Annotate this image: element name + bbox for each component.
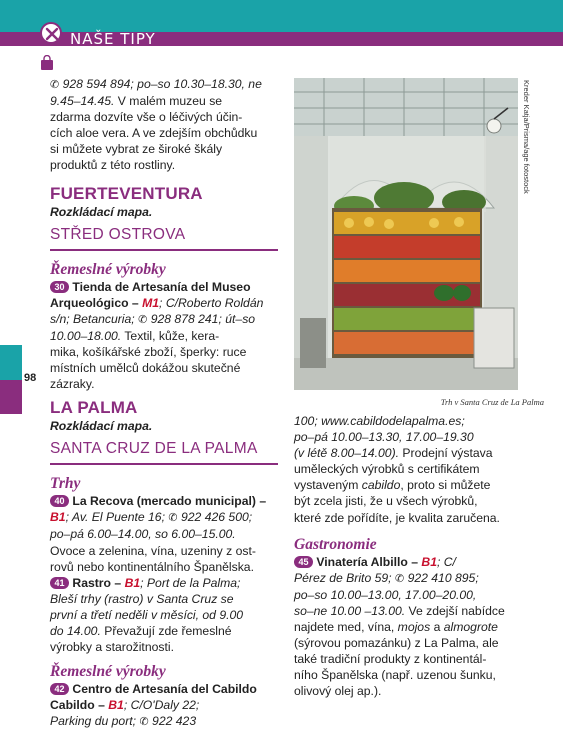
opening-hours: po–pá 6.00–14.00, so 6.00–15.00. xyxy=(50,527,236,542)
entry-text: Prodejní výstava xyxy=(399,446,493,461)
subheading-remeslne-vyrobky: Řemeslné výrobky xyxy=(50,663,166,681)
section-title-stred-ostrova: STŘED OSTROVA xyxy=(50,226,278,251)
entry-text: být zcela jisti, že u všech výrobků, xyxy=(294,494,478,509)
photo-credit xyxy=(521,80,533,220)
phone-icon: ✆ xyxy=(394,572,405,585)
entry-text: mika, košíkářské zboží, šperky: ruce xyxy=(50,344,247,359)
left-column xyxy=(50,76,278,730)
market-photo xyxy=(294,78,518,390)
venue-name-cont: Cabildo xyxy=(50,698,95,713)
entry-text: najdete med, vína, xyxy=(294,620,398,635)
intro-phone: 928 594 894; xyxy=(62,77,134,91)
dash: – xyxy=(255,494,267,509)
website: 100; www.cabildodelapalma.es; xyxy=(294,414,465,428)
intro-text-line: cích aloe vera. A ve zdejším obchůdku xyxy=(50,126,258,141)
subheading-trhy: Trhy xyxy=(50,475,81,493)
entry-text: místních umělců dokážou skutečné xyxy=(50,361,241,376)
entry-text: (sýrovou pomazánku) z La Palma, ale xyxy=(294,636,499,651)
entry-text: olivový olej ap.). xyxy=(294,684,382,699)
subheading-gastronomie: Gastronomie xyxy=(294,535,377,553)
page-number: 98 xyxy=(24,372,37,384)
opening-hours: po–pá 10.00–13.30, 17.00–19.30 xyxy=(294,430,474,445)
entry-text: výrobky a starožitnosti. xyxy=(50,640,174,655)
entry-text-italic: mojos xyxy=(397,620,431,635)
address: ; Port de la Palma; xyxy=(140,575,241,590)
number-badge: 42 xyxy=(50,683,69,695)
address: ; Av. El Puente 16; xyxy=(65,510,165,525)
region-subtitle: Rozkládací mapa. xyxy=(50,204,153,219)
entry-text-italic: Bleší trhy (rastro) v Santa Cruz se xyxy=(50,591,234,606)
opening-hours: po–so 10.00–13.00, 17.00–20.00, xyxy=(294,587,477,602)
entry-text: rovů nebo kontinentálního Španělska. xyxy=(50,559,254,574)
entry-text: uměleckých výrobků s certifikátem xyxy=(294,462,480,477)
number-badge: 45 xyxy=(294,556,313,568)
map-reference: M1 xyxy=(142,295,160,310)
entry-text-italic: do 14.00. xyxy=(50,623,101,638)
venue-name: Tienda de Artesanía del Museo Arqueológico xyxy=(50,279,251,310)
side-tab-teal xyxy=(0,345,22,380)
address: Parking du port; xyxy=(50,714,137,729)
opening-hours: út–so 10.00–18.00. xyxy=(50,311,256,343)
section-header-title: NAŠE TIPY xyxy=(70,30,156,48)
entry-text: které zde pořídíte, je kvalita zaručena. xyxy=(294,510,500,525)
phone-number: 922 426 500; xyxy=(180,510,253,525)
dash: – xyxy=(407,554,422,569)
entry-text-italic: almogrote xyxy=(443,620,498,635)
venue-name: Centro de Artesanía del Cabildo xyxy=(72,682,257,697)
phone-number: 928 878 241; xyxy=(150,311,222,326)
entry-text: Textil, kůže, kera- xyxy=(121,328,220,343)
entry-42-continued xyxy=(294,413,519,526)
opening-hours: (v létě 8.00–14.00). xyxy=(294,446,400,461)
photo-credit-text: Kreder Katja/Prisma/age fotostock xyxy=(522,80,531,194)
map-reference: B1 xyxy=(421,554,437,569)
subheading-remeslne-vyrobky: Řemeslné výrobky xyxy=(50,260,166,278)
entry-text: zázraky. xyxy=(50,377,95,392)
entry-text: Převažují zde řemeslné xyxy=(100,623,232,638)
header-bar xyxy=(0,0,563,32)
region-subtitle: Rozkládací mapa. xyxy=(50,419,153,434)
phone-number: 922 423 xyxy=(152,714,197,729)
entry-45 xyxy=(294,554,519,700)
section-title-santa-cruz: SANTA CRUZ DE LA PALMA xyxy=(50,440,278,465)
entry-41 xyxy=(50,575,278,655)
venue-name: Rastro xyxy=(72,575,111,590)
address: ; C/O'Daly 22; xyxy=(123,698,200,713)
right-column xyxy=(294,413,519,700)
dash: – xyxy=(111,575,125,590)
phone-number: 922 410 895; xyxy=(407,570,479,585)
entry-text: Ovoce a zelenina, vína, uzeniny z ost- xyxy=(50,543,256,558)
entry-text-italic: cabildo xyxy=(361,478,401,493)
address: ; C/Roberto Roldán s/n; Betancuria; xyxy=(50,295,264,326)
phone-icon: ✆ xyxy=(138,313,148,326)
side-tab-purple xyxy=(0,380,22,414)
map-reference: B1 xyxy=(124,575,141,590)
address: Pérez de Brito 59; xyxy=(294,570,392,585)
intro-text-line: si můžete vybrat ze široké škály xyxy=(50,142,223,157)
entry-text: vystaveným xyxy=(294,478,362,493)
dash: – xyxy=(94,698,109,713)
entry-text: a xyxy=(430,620,444,635)
entry-text: ního Španělska (např. uzenou šunku, xyxy=(294,668,496,683)
photo-caption: Trh v Santa Cruz de La Palma xyxy=(440,397,544,407)
phone-icon: ✆ xyxy=(168,512,178,525)
phone-icon: ✆ xyxy=(50,79,60,91)
entry-text: , proto si můžete xyxy=(400,478,491,493)
intro-text-line: V malém muzeu se xyxy=(117,94,223,109)
dash: – xyxy=(128,295,143,310)
region-title-fuerteventura: FUERTEVENTURA xyxy=(50,183,203,203)
shopping-bag-icon xyxy=(40,55,54,76)
region-title-la-palma: LA PALMA xyxy=(50,398,138,418)
phone-icon: ✆ xyxy=(139,716,149,729)
entry-42 xyxy=(50,681,278,730)
map-reference: B1 xyxy=(50,510,66,525)
entry-40 xyxy=(50,493,278,574)
intro-text-line: produktů z této rostliny. xyxy=(50,158,176,173)
entry-text: také tradiční produkty z kontinentál- xyxy=(294,652,487,667)
venue-name: Vinatería Albillo xyxy=(316,554,408,569)
number-badge: 40 xyxy=(50,495,69,507)
entry-30 xyxy=(50,279,278,393)
entry-text-italic: první a třetí neděli v měsíci, od 9.00 xyxy=(50,607,244,622)
opening-hours: so–ne 10.00 –13.00. xyxy=(294,603,406,618)
venue-name: La Recova (mercado municipal) xyxy=(72,494,256,509)
entry-text: Ve zdejší nabídce xyxy=(405,603,505,618)
intro-hours: po–so 10.30–18.30, ne 9.45–14.45. xyxy=(50,77,262,109)
map-reference: B1 xyxy=(108,698,124,713)
address: ; C/ xyxy=(436,554,456,569)
intro-text-line: zdarma dozvíte vše o léčivých účin- xyxy=(50,110,243,125)
close-x-icon xyxy=(40,22,62,44)
number-badge: 30 xyxy=(50,281,69,293)
intro-paragraph xyxy=(50,76,278,174)
number-badge: 41 xyxy=(50,577,69,589)
